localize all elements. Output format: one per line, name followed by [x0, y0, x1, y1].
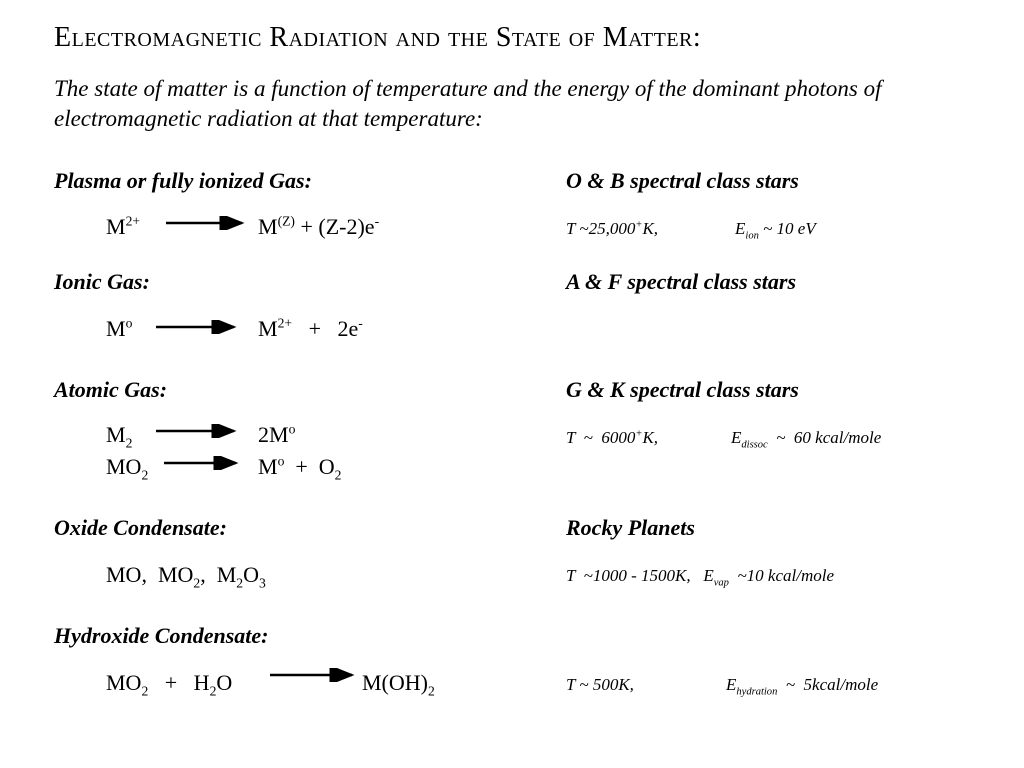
- oxide-body-class: Rocky Planets: [566, 515, 695, 540]
- reaction-arrow-icon: [156, 320, 238, 334]
- atomic-energy: $E_{dissoc}$ ~ 60 kcal/mole: [731, 428, 882, 451]
- atomic-star-class: G & K spectral class stars: [566, 377, 799, 402]
- oxide-conditions: T ~1000 - 1500K, $E_{vap}$ ~10 kcal/mole: [566, 566, 834, 589]
- reaction-arrow-icon: [164, 456, 240, 470]
- plasma-energy: $E_{ion}$ ~ 10 eV: [735, 219, 816, 242]
- intro-text: The state of matter is a function of temperature and the energy of the dominant photons of electromagnetic radiation at that temperature:: [54, 76, 882, 131]
- oxide-species: MO, $MO_2$, $M_2O_3$: [106, 562, 266, 591]
- ionic-product: $M^{2+} + 2e^-$: [258, 315, 363, 341]
- hydroxide-temperature: T ~ 500K,: [566, 675, 634, 694]
- atomic-reactant-2: $MO_2$: [106, 454, 149, 483]
- hydroxide-reactants: $MO_2 + H_2O$: [106, 670, 233, 699]
- reaction-arrow-icon: [270, 668, 356, 682]
- plasma-star-class: O & B spectral class stars: [566, 168, 799, 193]
- plasma-reactant: $M^{2+}$: [106, 213, 141, 239]
- plasma-temperature: T ~25,000+K,: [566, 219, 659, 238]
- atomic-temperature: T ~ 6000+K,: [566, 428, 659, 447]
- plasma-heading: Plasma or fully ionized Gas:: [54, 168, 312, 193]
- plasma-product: $M^{(Z)} + (Z-2)e^-$: [258, 213, 380, 239]
- ionic-reactant: $M^o$: [106, 315, 133, 341]
- atomic-heading: Atomic Gas:: [54, 377, 168, 402]
- atomic-reactant-1: $M_2$: [106, 422, 133, 451]
- slide-title: Electromagnetic Radiation and the State of Matter:: [54, 22, 702, 53]
- hydroxide-heading: Hydroxide Condensate:: [54, 623, 269, 648]
- atomic-product-2: $M^o + O_2$: [258, 453, 342, 483]
- hydroxide-product: $M(OH)_2$: [362, 670, 435, 699]
- hydroxide-energy: $E_{hydration}$ ~ 5kcal/mole: [726, 675, 879, 698]
- atomic-product-1: $2M^o$: [258, 421, 296, 447]
- ionic-heading: Ionic Gas:: [54, 269, 150, 294]
- reaction-arrow-icon: [156, 424, 238, 438]
- ionic-star-class: A & F spectral class stars: [566, 269, 797, 294]
- oxide-heading: Oxide Condensate:: [54, 515, 227, 540]
- reaction-arrow-icon: [166, 216, 246, 230]
